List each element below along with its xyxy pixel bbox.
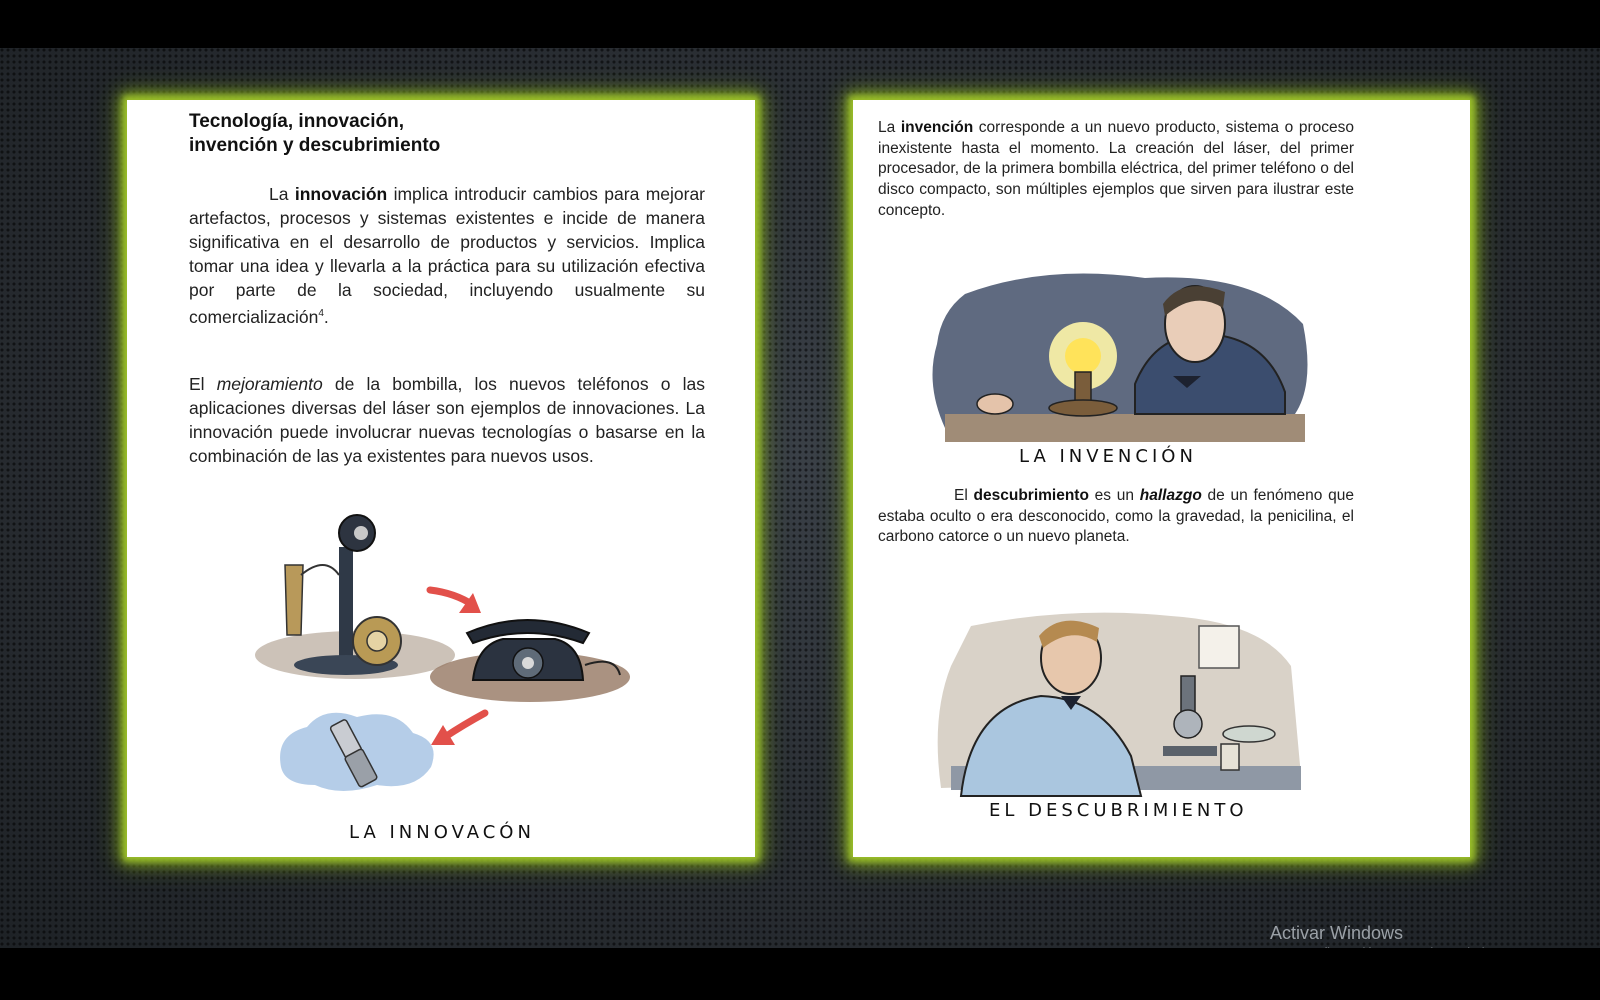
scientist-illustration bbox=[931, 606, 1311, 806]
arrow-right-icon bbox=[430, 590, 481, 613]
petri-dish-icon bbox=[1223, 726, 1275, 742]
arrow-left-icon bbox=[431, 713, 485, 745]
heading-line-2: invención y descubrimiento bbox=[189, 135, 441, 156]
telephones-illustration bbox=[245, 505, 645, 815]
invention-caption: LA INVENCIÓN bbox=[1019, 446, 1197, 467]
wall-note bbox=[1199, 626, 1239, 668]
invention-paragraph: La invención corresponde a un nuevo producto, sistema o proceso inexistente hasta el momento. La creación del láser, del primer procesador, de la primera bombilla eléctrica, del primer teléfono o del disco compacto, son múltiples ejemplos que sirven para ilustrar este concepto. bbox=[878, 119, 1354, 219]
left-page bbox=[127, 100, 755, 857]
table-surface bbox=[945, 414, 1305, 442]
discovery-caption: EL DESCUBRIMIENTO bbox=[989, 800, 1248, 821]
innovation-caption: LA INNOVACÓN bbox=[349, 822, 535, 843]
innovation-paragraph: La innovación implica introducir cambios para mejorar artefactos, procesos y sistemas existentes e incide de manera significativa en el desarrollo de productos y servicios. Implica tomar una idea y llevarla a la práctica para su utilización efectiva por parte de la sociedad, incluyendo usualmente su comercialización$^4$. bbox=[189, 184, 706, 327]
letterbox-bottom bbox=[0, 948, 1600, 1000]
heading-line-1: Tecnología, innovación, bbox=[189, 111, 405, 132]
letterbox-top bbox=[0, 0, 1600, 48]
page-heading bbox=[189, 110, 609, 158]
right-page bbox=[853, 100, 1470, 857]
watermark-title: Activar Windows bbox=[1270, 923, 1404, 943]
discovery-paragraph: El descubrimiento es un hallazgo de un fenómeno que estaba oculto o era desconocido, como la gravedad, la penicilina, el carbono catorce o un nuevo planeta. bbox=[878, 487, 1355, 546]
improvement-paragraph: El mejoramiento de la bombilla, los nuevos teléfonos o las aplicaciones diversas del láser son ejemplos de innovaciones. La innovación puede involucrar nuevas tecnologías o basarse en la combinación de las ya existentes para nuevos usos. bbox=[189, 374, 705, 466]
slide bbox=[0, 48, 1600, 948]
inventor-hand bbox=[977, 394, 1013, 414]
light-bulb-icon bbox=[1065, 338, 1101, 374]
inventor-illustration bbox=[925, 264, 1315, 464]
lab-bottle-icon bbox=[1221, 744, 1239, 770]
